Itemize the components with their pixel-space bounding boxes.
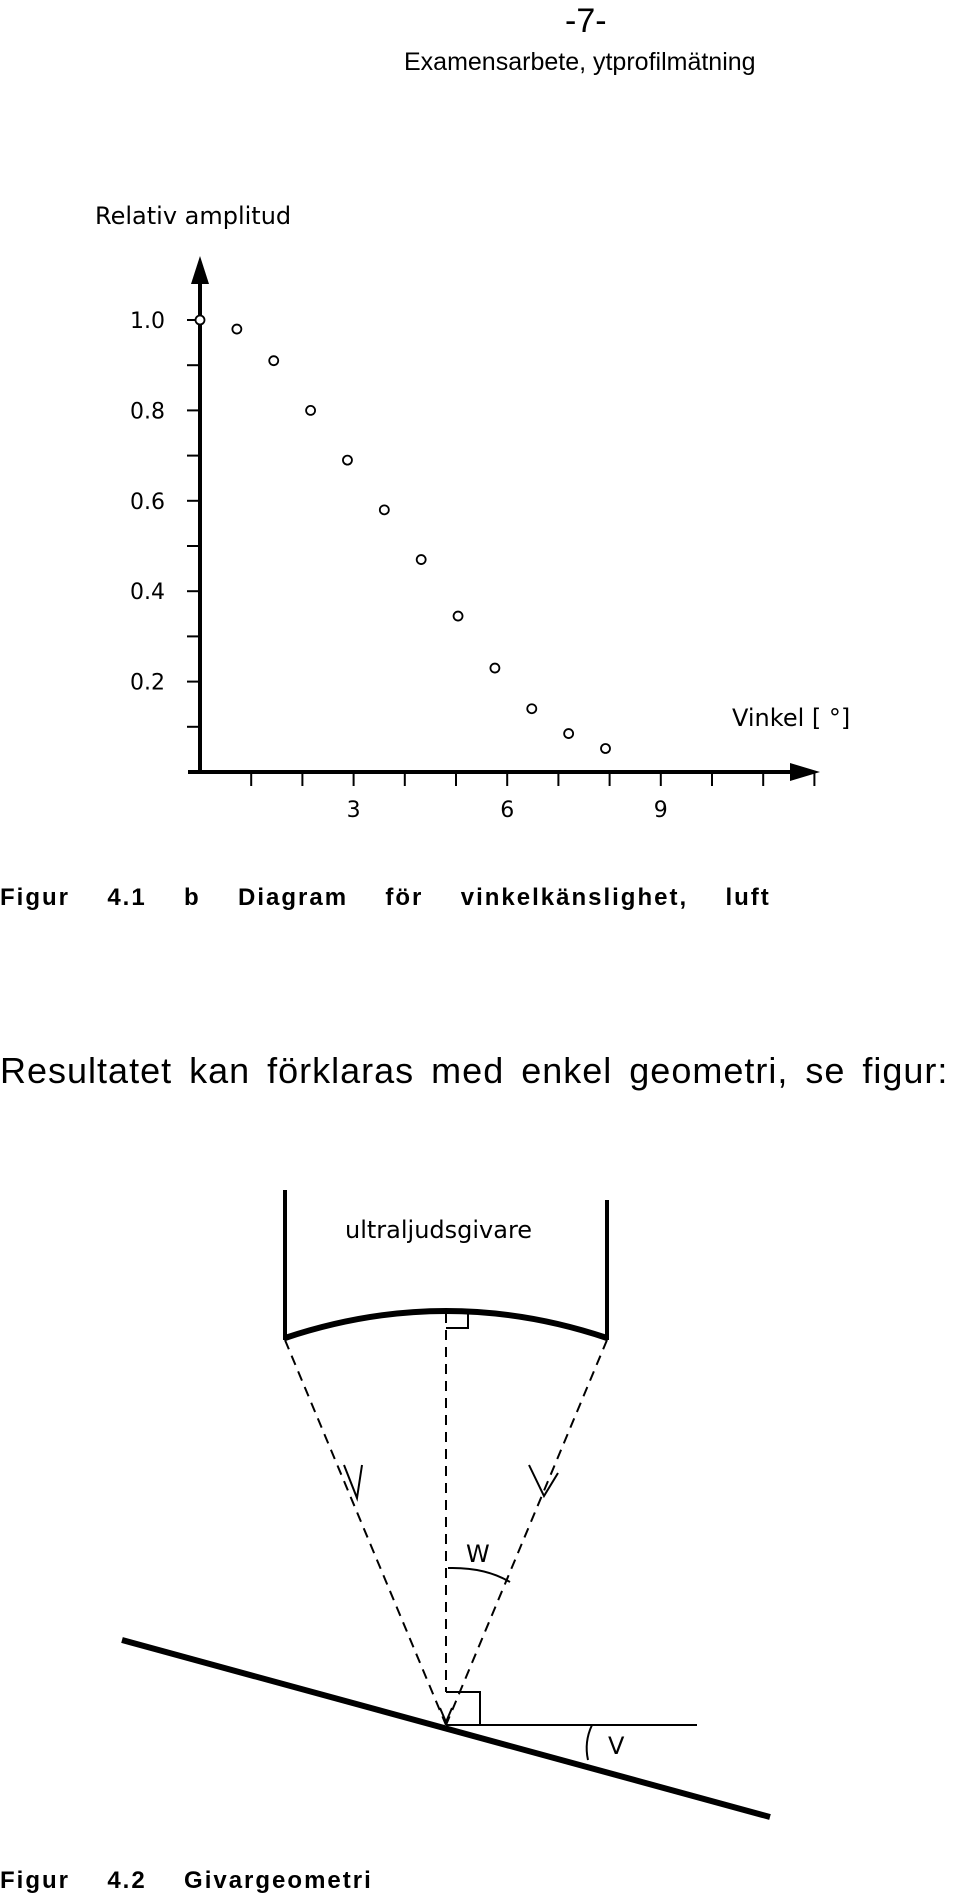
header-title: Examensarbete, ytprofilmätning [404,48,756,76]
y-axis-label: Relativ amplitud [95,202,292,230]
data-points [196,316,611,753]
figure1-caption: Figur 4.1 b Diagram för vinkelkänslighet, luft [0,884,771,911]
data-point [343,456,352,465]
transducer-label: ultraljudsgivare [345,1216,533,1244]
x-axis-arrow [790,763,820,781]
angle-sensitivity-chart [0,180,960,840]
transducer-geometry-diagram [0,1180,960,1860]
y-ticks [130,309,200,727]
data-point [490,664,499,673]
inclined-surface [122,1640,770,1817]
y-axis-arrow [191,256,209,284]
x-tick-label: 6 [500,798,515,823]
angle-v-label: V [608,1732,625,1760]
data-point [232,325,241,334]
angle-w-arc [448,1568,510,1582]
x-tick-label: 9 [653,798,668,823]
page-number: -7- [565,2,607,40]
incident-arrow [440,1708,452,1722]
beam-left-arrow [344,1465,362,1498]
y-tick-label: 0.4 [130,580,165,606]
data-point [454,612,463,621]
x-axis-label: Vinkel [ °] [732,704,851,732]
beam-right-edge [446,1340,607,1725]
data-point [269,356,278,365]
x-tick-label: 3 [346,798,361,823]
y-tick-label: 0.6 [130,489,165,515]
angle-w-label: W [466,1540,490,1568]
body-text: Resultatet kan förklaras med enkel geometri, se figur: [0,1050,949,1091]
y-tick-label: 0.8 [130,399,165,425]
angle-v-arc [587,1725,592,1760]
y-tick-label: 1.0 [130,309,165,334]
data-point [306,406,315,415]
data-point [564,729,573,738]
data-point [417,555,426,564]
figure2-caption: Figur 4.2 Givargeometri [0,1867,373,1894]
x-ticks [251,772,814,823]
data-point [196,316,205,325]
data-point [380,505,389,514]
data-point [527,704,536,713]
y-tick-label: 0.2 [130,670,165,696]
beam-left-edge [285,1340,446,1725]
data-point [601,744,610,753]
